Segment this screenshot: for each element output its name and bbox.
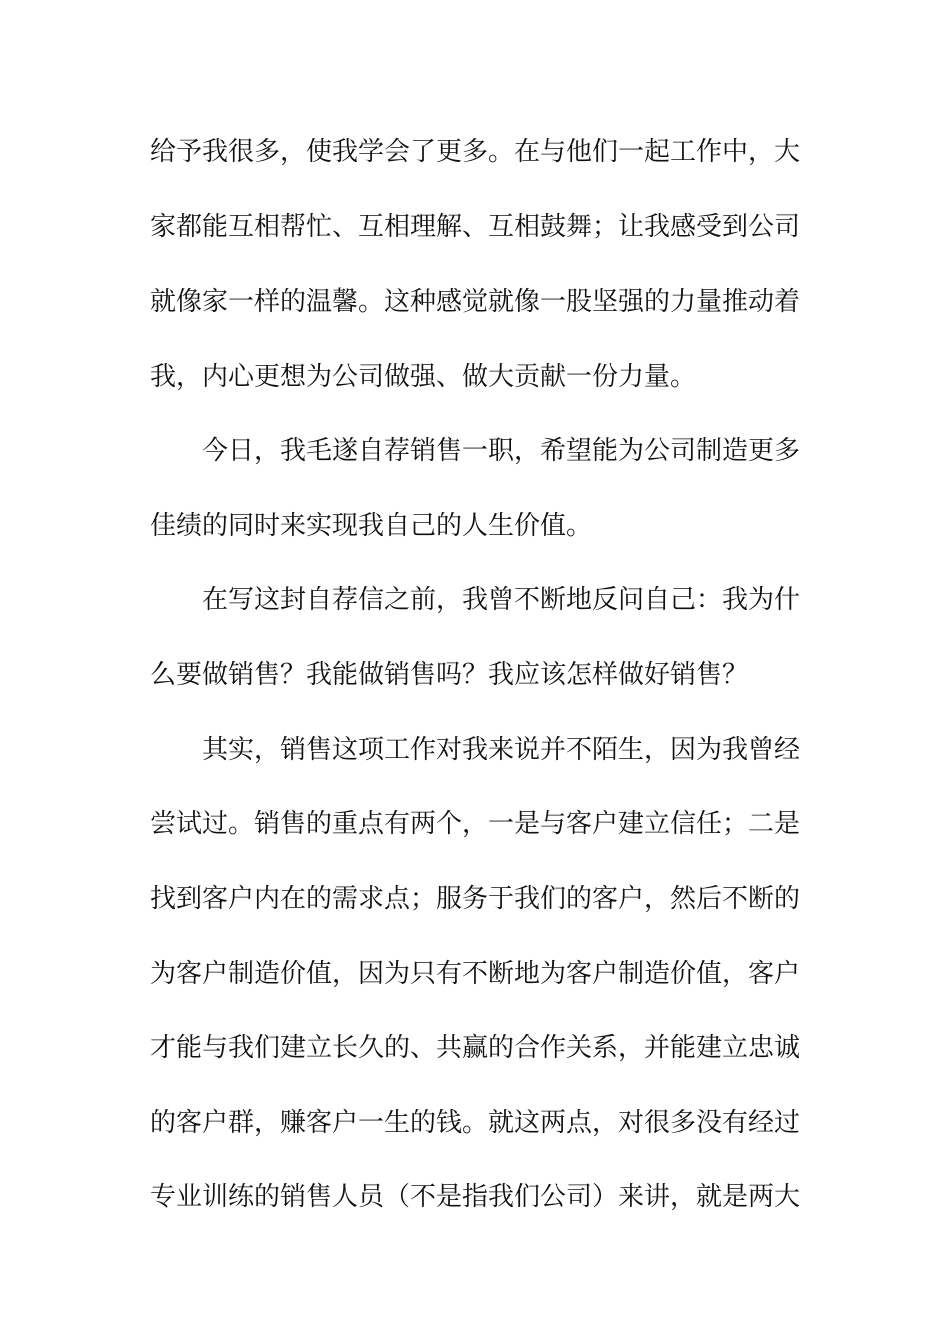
text-line: 家都能互相帮忙、互相理解、互相鼓舞；让我感受到公司 xyxy=(150,212,800,242)
paragraph-first-line: 在写这封自荐信之前，我曾不断地反问自己：我为什 xyxy=(202,585,800,615)
text-line: 为客户制造价值，因为只有不断地为客户制造价值，客户 xyxy=(150,959,800,989)
text-line: 么要做销售？我能做销售吗？我应该怎样做好销售？ xyxy=(150,660,749,690)
text-line: 才能与我们建立长久的、共赢的合作关系，并能建立忠诚 xyxy=(150,1033,800,1063)
text-line: 专业训练的销售人员（不是指我们公司）来讲，就是两大 xyxy=(150,1182,800,1212)
text-line: 找到客户内在的需求点；服务于我们的客户，然后不断的 xyxy=(150,884,800,914)
paragraph-first-line: 今日，我毛遂自荐销售一职，希望能为公司制造更多 xyxy=(202,436,800,466)
text-line: 我，内心更想为公司做强、做大贡献一份力量。 xyxy=(150,362,697,392)
text-line: 佳绩的同时来实现我自己的人生价值。 xyxy=(150,511,593,541)
text-line: 尝试过。销售的重点有两个，一是与客户建立信任；二是 xyxy=(150,809,800,839)
text-line: 给予我很多，使我学会了更多。在与他们一起工作中，大 xyxy=(150,137,800,167)
text-line: 就像家一样的温馨。这种感觉就像一股坚强的力量推动着 xyxy=(150,287,800,317)
text-line: 的客户群，赚客户一生的钱。就这两点，对很多没有经过 xyxy=(150,1108,800,1138)
paragraph-first-line: 其实，销售这项工作对我来说并不陌生，因为我曾经 xyxy=(202,735,800,765)
